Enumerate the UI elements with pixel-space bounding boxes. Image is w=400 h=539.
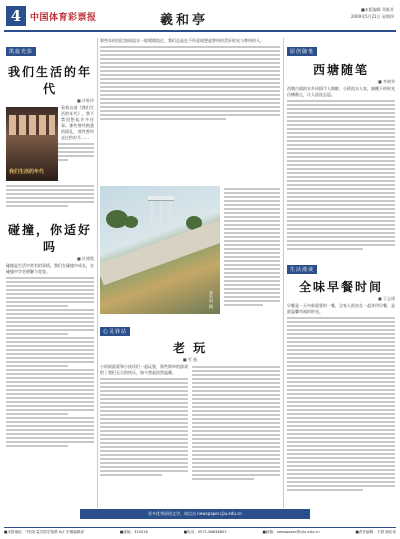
article3-columns (100, 364, 280, 482)
poster-title: 我们生活的年代 (9, 169, 45, 175)
article-text: 碰撞是生活中常有的事情，我们在碰撞中成长，在碰撞中学会理解与宽容。 (6, 263, 94, 274)
footer-editors: ■责任编辑：不群 顾佳伟 (355, 530, 396, 534)
photo-pavilion (148, 196, 174, 230)
article-text: 小时候最爱和小伙伴们一起玩耍，那些简单的游戏给了我们无尽的快乐，如今想起依然温暖。 (100, 364, 188, 375)
article-title: 我们生活的年代 (7, 65, 92, 96)
film-poster (6, 107, 58, 181)
article3-col-b (192, 364, 280, 482)
footer-email: ■邮箱：newspaper@cjlu.edu.cn (262, 530, 320, 534)
old-play-article (100, 318, 280, 482)
paper-name: 中国体育彩票报 (30, 13, 97, 23)
article-title: 西塘随笔 (312, 63, 369, 77)
date-line: 2009年5月21日 星期四 (350, 14, 394, 19)
photo-tree (124, 216, 138, 228)
article-title: 老 玩 (172, 341, 208, 355)
footer-info (4, 527, 396, 535)
left-column (6, 38, 94, 449)
editor-line: ■本版编辑 邓维芳 (360, 7, 394, 12)
page-header (0, 0, 400, 36)
poster-faces (9, 115, 55, 135)
page-footer (0, 505, 400, 539)
section-label-right: 生活漫谈 (287, 265, 317, 274)
article-text: 那些年的回忆如同流水一般缓缓流过，我们总是在不经意间想起曾经的美好时光与曾经的人。 (100, 38, 264, 43)
article-text: 看着这部《我们生活的年代》，我不禁回想起许多往事。那些曾经熟悉的面孔，那些曾经走过的岁月…… (61, 105, 94, 140)
article3-col-a (100, 364, 188, 482)
section-label-middle: 心灵驿站 (100, 327, 130, 336)
page-number: 4 (6, 6, 26, 26)
header-meta (351, 6, 394, 20)
footer-phone: ■电话：0571-86836802 (183, 530, 227, 534)
article-title: 碰撞，你适好吗 (7, 223, 92, 254)
article1-body (6, 105, 94, 207)
article2-lines (6, 277, 94, 447)
section-label-wrap (287, 256, 395, 275)
middle-column (100, 38, 280, 122)
landscape-photo (100, 186, 220, 314)
middle-top-lines (100, 46, 280, 120)
article-byline: ■ 李晓华 (377, 79, 395, 84)
article-byline: ■ 许维伟 (76, 98, 94, 103)
footer-postcode: ■邮编：310018 (119, 530, 148, 534)
section-label-left: 凯旋光影 (6, 47, 36, 56)
website-slogan[interactable]: 更多优秀原创文学，请点击 newspaper.cjlu.edu.cn (80, 509, 310, 519)
article4-lines (287, 100, 395, 250)
article-byline: ■ 雪 薇 (182, 357, 198, 362)
article-byline: ■ 王志刚 (377, 296, 395, 301)
article-text: 西塘古镇的水乡风情令人陶醉，小桥流水人家，廊棚下的时光仿佛静止，让人流连忘返。 (287, 86, 395, 97)
column-divider (97, 38, 98, 508)
article-byline: ■ 杜德霞 (76, 256, 94, 261)
article-text: 早餐是一天中最重要的一餐，全家人围坐在一起享用早餐，是最温馨幸福的时光。 (287, 303, 395, 314)
column-divider (283, 38, 284, 508)
header-rule (4, 30, 396, 32)
article5-lines (287, 317, 395, 491)
page-title: 羲和亭 (160, 13, 209, 28)
section-label-right: 原创随笔 (287, 47, 317, 56)
footer-address: ■本报地址：中国计量学院学苑路 A区 东楼编辑部 (4, 530, 85, 534)
photo-caption: 姜竹村 摄 (209, 290, 214, 308)
photo-side-text (224, 186, 280, 308)
article-title: 全味早餐时间 (298, 280, 383, 294)
right-column (287, 38, 395, 493)
